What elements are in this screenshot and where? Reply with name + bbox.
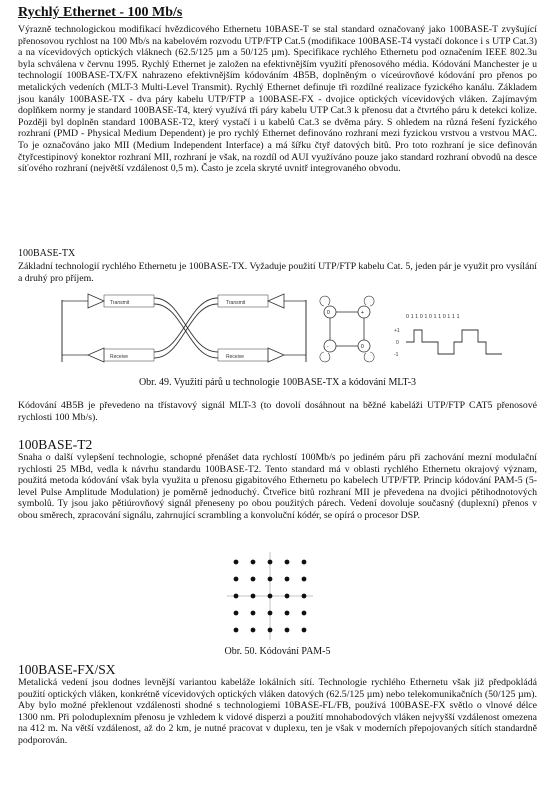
t2-paragraph: Snaha o další vylepšení technologie, schopné přenášet data rychlostí 100Mb/s po jediném páru při zachování mezní modulační rychlosti 25 MBd, vedla k návrhu standardu 100BASE-T2. Tento standard má v oblasti rychlého Ethernetu okrajový význam, použitá metoda kódování však byla využita u přenosu gigabitového Ethernetu po kabelech UTP/FTP. Princip kódování PAM-5 (5-level Pulse Amplitude Modulation) je poměrně jednoduchý. Čtveřice bitů rozhraní MII je převedena na dvojici pětihodnotových symbolů. Ty jsou jako pětiúrovňový signál přeneseny po obou použitých párech. Vedení dovoluje současný (duplexní) přenos v obou směrech, zpracování signálu, zahrnující scrambling a konvoluční kódér, se opírá o procesor DSP. [18,452,537,521]
svg-text:0: 0 [361,344,364,350]
constellation-point [285,594,290,599]
section-heading-100base-fx: 100BASE-FX/SX [18,662,116,677]
constellation-point [268,577,273,582]
constellation-point [302,560,307,565]
constellation-point [302,628,307,633]
figure-50-caption: Obr. 50. Kódování PAM-5 [224,646,331,657]
section-heading-100base-tx: 100BASE-TX [18,248,76,259]
tx-wiring-diagram [62,294,306,362]
tx-paragraph: Základní technologií rychlého Ethernetu je 100BASE-TX. Vyžaduje použití UTP/FTP kabelu Cat. 5, jeden pár je využit pro vysílání a druhý pro příjem. [18,261,537,284]
transmit-label-right: Transmit [226,300,246,306]
receive-label-left: Receive [110,354,129,360]
level-minus: -1 [394,352,399,358]
constellation-point [234,594,239,599]
constellation-point [302,611,307,616]
constellation-point [268,560,273,565]
level-plus: +1 [394,328,400,334]
constellation-point [268,594,273,599]
constellation-point [285,611,290,616]
mlt3-state-diagram [320,296,374,362]
page-title: Rychlý Ethernet - 100 Mb/s [18,5,183,20]
constellation-point [302,577,307,582]
constellation-point [268,628,273,633]
svg-text:-: - [327,344,329,350]
fx-paragraph: Metalická vedení jsou dodnes levnější variantou kabeláže lokálních sítí. Technologie rychlého Ethernetu však již předpokládá použití optických vláken, konkrétně vícevidových optických vláken datových (62.5/125 µm) nebo telekomunikačních (50/125 µm). Aby bylo možné překlenout vzdálenosti shodné s technologiemi 10BASE-FL/FB, používá 100BASE-FX světlo o vlnové délce 1300 nm. Při poloduplexním přenosu je vzhledem k vidové disperzi a použití mnohabodových vláken nejvyšší vzdálenost omezena na 412 m. Na větší vzdálenost, až do 2 km, je nutné pracovat v duplexu, ten je však v moderních přepojovaných sítích standardně podporován. [18,677,537,746]
section-heading-100base-t2: 100BASE-T2 [18,437,93,452]
transmit-label-left: Transmit [110,300,130,306]
constellation-point [251,594,256,599]
constellation-point [285,577,290,582]
constellation-point [251,577,256,582]
figure-100base-tx [58,286,508,376]
bit-sequence: 0 1 1 0 1 0 1 1 0 1 1 1 [406,314,460,320]
constellation-point [302,594,307,599]
constellation-point [268,611,273,616]
level-zero: 0 [396,340,399,346]
svg-text:+: + [361,310,364,316]
constellation-point [234,611,239,616]
constellation-point [234,560,239,565]
constellation-point [285,560,290,565]
constellation-point [251,560,256,565]
constellation-point [234,628,239,633]
receive-label-right: Receive [226,354,245,360]
constellation-point [285,628,290,633]
tx-after-paragraph: Kódování 4B5B je převedeno na třístavový signál MLT-3 (to dovolí dosáhnout na běžné kabeláži UTP/FTP CAT5 přenosové rychlosti 100 Mb/s). [18,400,537,423]
intro-paragraph: Výrazně technologickou modifikací hvězdicového Ethernetu 10BASE-T se stal standard označovaný jako 100BASE-T zvyšující přenosovou rychlost na 100 Mb/s na kabelovém rozvodu UTP/FTP Cat.5 (modifikace 100BASE-T4 vystačí dokonce i s UTP Cat.3) a na vícevidových optických vláknech (62.5/125 µm a 50/125 µm). Specifikace rychlého Ethernetu pod označením IEEE 802.3u byla schválena v červnu 1995. Rychlý Ethernet je založen na efektivnějším využití přenosového média. Kódování Manchester je u technologií 100BASE-TX/FX nahrazeno efektivnějším kódováním 4B5B, doplněným o víceúrovňové kódování pro přenos po metalických vedeních (MLT-3 Multi-Level Transmit). Rychlý Ethernet definuje tři rozdílné realizace fyzického kanálu. Základem jsou kanály 100BASE-TX - dva páry kabelu UTP/FTP a 100BASE-FX - dvojice optických vícevidových vláken. Zajímavým doplňkem normy je standard 100BASE-T4, který využívá tři páry kabelu UTP Cat.3 k přenosu dat a čtvrtého páru k detekci kolize. Později byl doplněn standard 100BASE-T2, který vystačí i u kabelů Cat.3 se dvěma páry. S ohledem na různá řešení fyzického rozhraní (PMD - Physical Medium Dependent) je pro rychlý Ethernet definováno rozhraní mezi fyzickou vrstvou a vrstvou MAC. To je označováno jako MII (Medium Independent Interface) a má šířku čtyř datových bitů. Pro toto rozhraní je sice definován čtyřcestipinový konektor rozhraní MII, rozhraní je však, na rozdíl od AUI využíváno pouze jako standard rozhraní obvodů na desce síťového rozhraní (největší vzdálenost 0,5 m). Často je zcela skryté uvnitř integrovaného obvodu. [18,24,537,175]
svg-text:0: 0 [327,310,330,316]
constellation-point [251,611,256,616]
figure-pam5-constellation [225,548,315,644]
mlt3-waveform [394,314,502,358]
constellation-point [234,577,239,582]
figure-49-caption: Obr. 49. Využití párů u technologie 100BASE-TX a kódování MLT-3 [138,377,417,388]
constellation-point [251,628,256,633]
